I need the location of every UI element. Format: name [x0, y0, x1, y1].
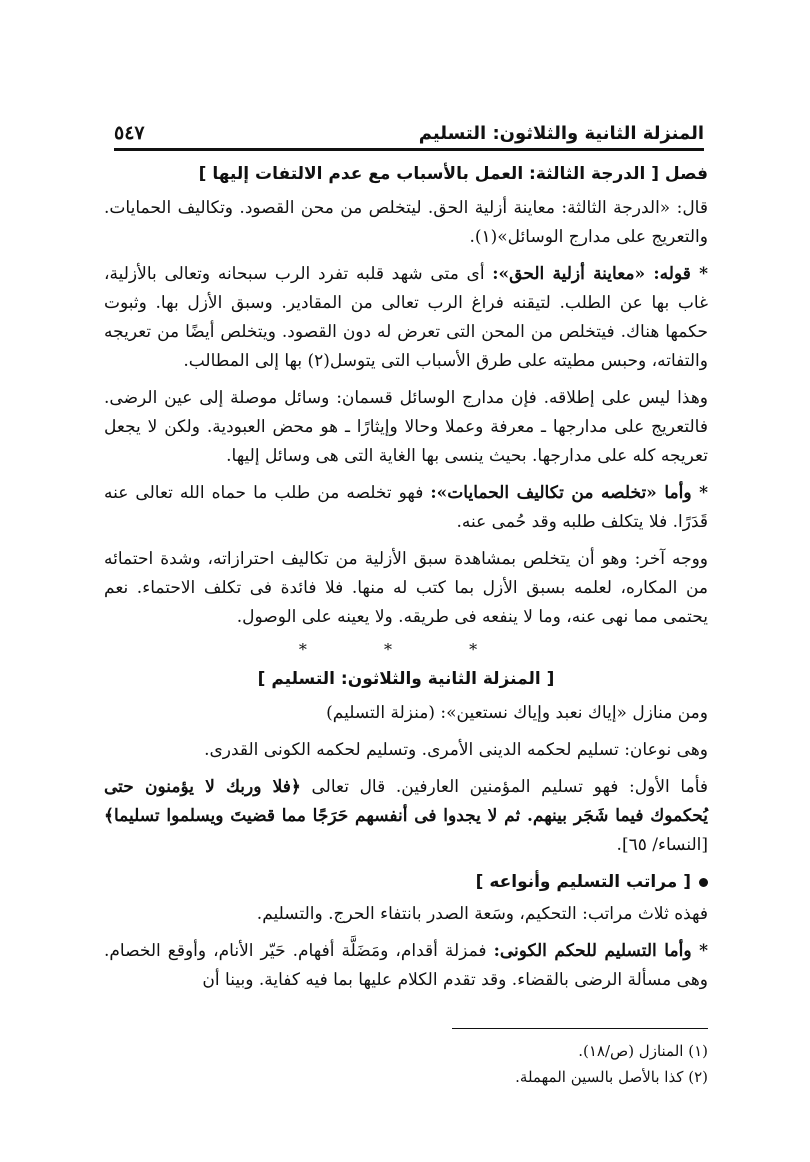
paragraph-ranks: فهذه ثلاث مراتب: التحكيم، وسَعة الصدر بانتفاء الحرج. والتسليم. [256, 904, 708, 924]
paragraph-body: فهو تخلصه من طلب ما حماه الله تعالى عنه قَدَرًا. فلا يتكلف طلبه وقد حُمى عنه. [104, 483, 708, 532]
page-header [114, 118, 704, 151]
paragraph-body: أى متى شهد قلبه تفرد الرب سبحانه وتعالى بالأزلية، غاب بها عن الطلب. لتيقنه فراغ الرب تعالى من المقادير. وسبق الأزل بها. وثبوت حكمها هناك. فيتخلص من المحن التى تعرض له دون القصود. ويتخلص أيضًا من تعريجه والتفاته، وحبس مطيته على طرق الأسباب التى يتوسل(٢) بها إلى المطالب. [104, 264, 708, 371]
paragraph-body: فأما الأول: فهو تسليم المؤمنين العارفين. قال تعالى [311, 777, 708, 797]
footnote-1: (١) المنازل (ص/١٨). [578, 1042, 708, 1060]
paragraph-lead: * وأما التسليم للحكم الكونى: [493, 941, 708, 961]
subsection-heading-text: [ مراتب التسليم وأنواعه ] [475, 872, 691, 892]
paragraph-first-type [104, 773, 708, 860]
subsection-heading-ranks [104, 868, 708, 896]
paragraph-types: وهى نوعان: تسليم لحكمه الدينى الأمرى. وتسليم لحكمه الكونى القدرى. [204, 740, 708, 760]
paragraph-lead: * قوله: «معاينة أزلية الحق»: [492, 264, 708, 284]
paragraph-lead: * وأما «تخلصه من تكاليف الحمايات»: [430, 483, 709, 503]
paragraph-commentary-1 [104, 260, 708, 376]
bullet-icon [699, 878, 708, 887]
quran-verse: ﴿فلا وربك لا يؤمنون حتى يُحكموك فيما شَجَر بينهم. ثم لا يجدوا فى أنفسهم حَرَجًا مما قضيتَ ويسلموا تسليما﴾ [104, 777, 708, 826]
page-content [104, 160, 708, 1003]
footnote-divider [452, 1028, 708, 1029]
paragraph-quote: قال: «الدرجة الثالثة: معاينة أزلية الحق. ليتخلص من محن القصود. وتكاليف الحمايات. والتعريج على مدارج الوسائل»(١). [104, 198, 708, 247]
footnotes [104, 1038, 708, 1090]
paragraph-commentary-4: ووجه آخر: وهو أن يتخلص بمشاهدة سبق الأزلية من تكاليف احترازاته، وشدة احتمائه من المكاره، لعلمه بسبق الأزل بما كتب له منها. فلا فائدة فى تكلف الاحتماء. نعم يحتمى مما نهى عنه، وما لا ينفعه فى طريقه. ولا يعينه على الوصول. [104, 549, 708, 627]
paragraph-cosmic-submission [104, 937, 708, 995]
paragraph-commentary-3 [104, 479, 708, 537]
paragraph-intro: ومن منازل «إياك نعبد وإياك نستعين»: (منزلة التسليم) [326, 703, 708, 723]
page-number: ٥٤٧ [114, 122, 145, 144]
paragraph-commentary-2: وهذا ليس على إطلاقه. فإن مدارج الوسائل قسمان: وسائل موصلة إلى عين الرضى. فالتعريج على مدارجها ـ معرفة وعملا وحالا وإيثارًا ـ هو محض العبودية. ولكن لا يجعل تعريجه كله على مدارجها. بحيث ينسى بها الغاية التى هى وسائل إليها. [104, 388, 708, 466]
footnote-2: (٢) كذا بالأصل بالسين المهملة. [515, 1068, 708, 1086]
running-title: المنزلة الثانية والثلاثون: التسليم [418, 123, 704, 144]
chapter-heading-tasleem: [ المنزلة الثانية والثلاثون: التسليم ] [257, 669, 555, 689]
verse-reference: [النساء/ ٦٥]. [616, 835, 708, 855]
section-heading-third-degree: فصل [ الدرجة الثالثة: العمل بالأسباب مع عدم الالتفات إليها ] [198, 164, 708, 184]
paragraph-body: فمزلة أقدام، ومَضَلَّة أفهام. حَيّر الأنام، وأوقع الخصام. وهى مسألة الرضى بالقضاء. وقد تقدم الكلام عليها بما فيه كفاية. وبينا أن [104, 941, 708, 990]
section-separator: * * * [298, 640, 514, 659]
